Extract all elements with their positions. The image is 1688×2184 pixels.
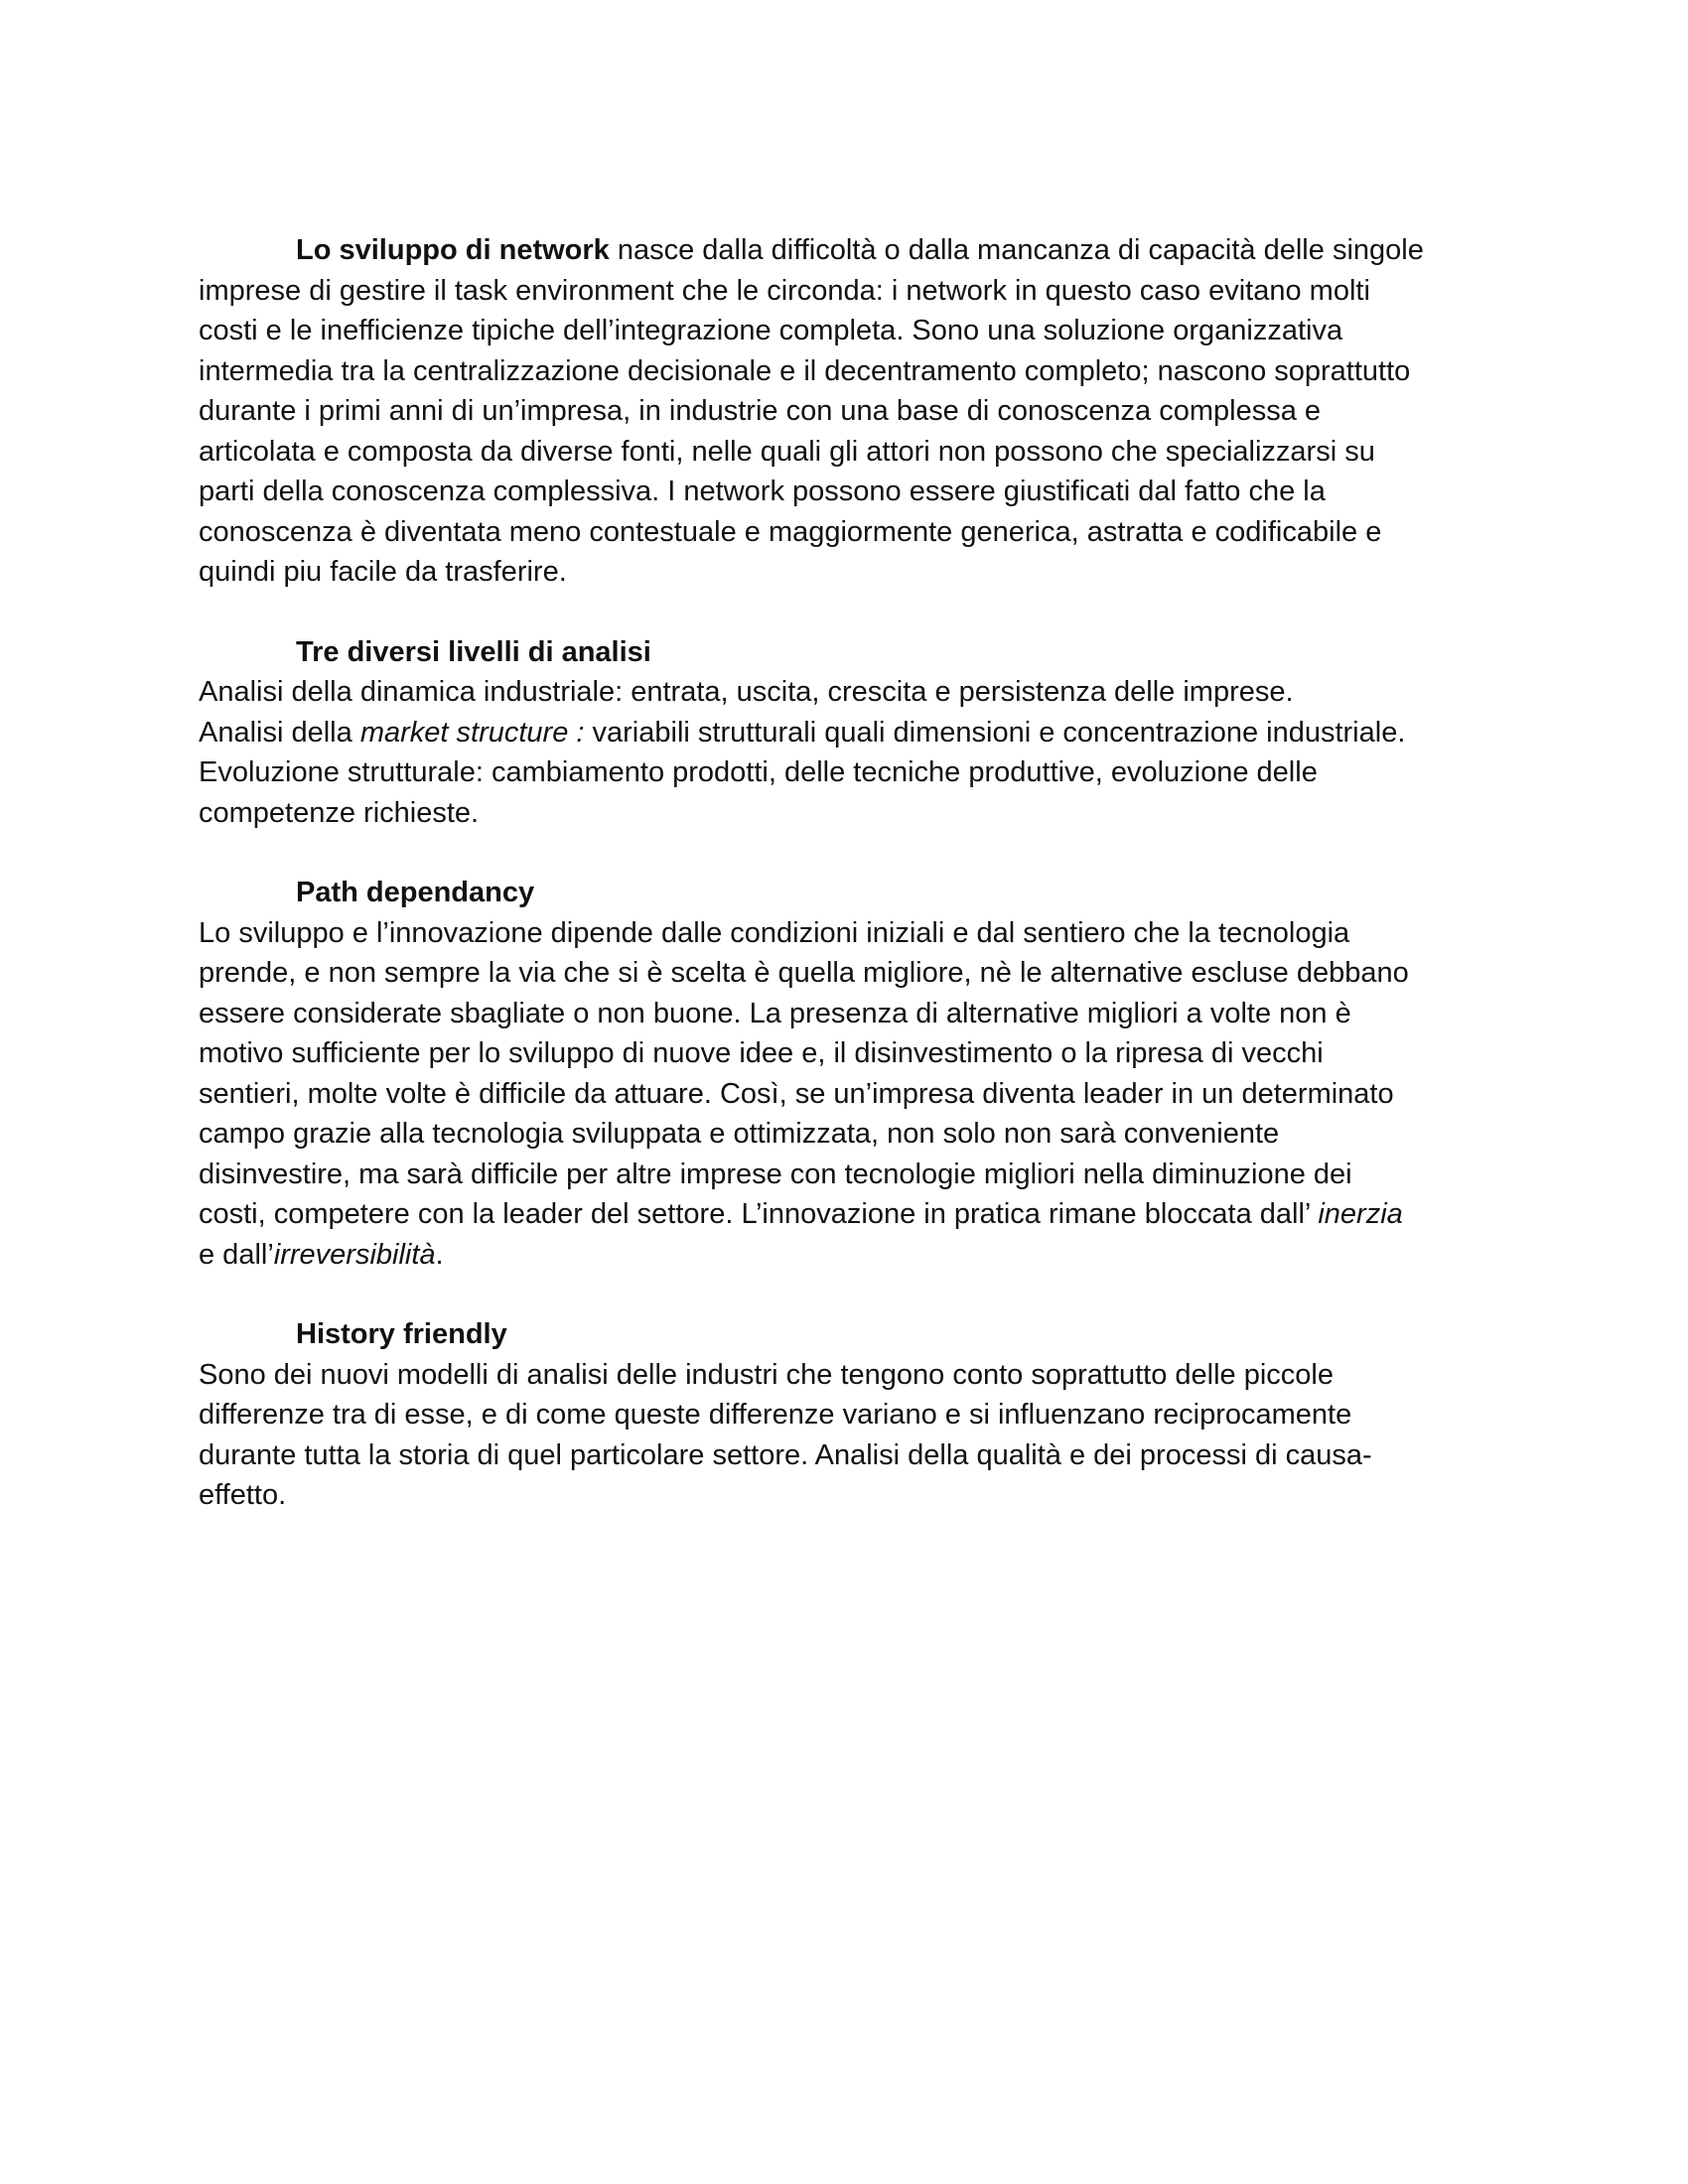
paragraph-line: durante i primi anni di un’impresa, in industrie con una base di conoscenza complessa e xyxy=(199,395,1322,427)
section-heading: History friendly xyxy=(296,1318,507,1350)
paragraph-line: conoscenza è diventata meno contestuale e maggiormente generica, astratta e codificabile e xyxy=(199,515,1382,548)
paragraph-line: Analisi della dinamica industriale: entrata, uscita, crescita e persistenza delle imprese. xyxy=(199,676,1294,708)
italic-term: irreversibilità xyxy=(273,1238,436,1271)
paragraph-line: differenze tra di esse, e di come queste differenze variano e si influenzano reciprocamente xyxy=(199,1399,1352,1431)
paragraph-line: intermedia tra la centralizzazione decisionale e il decentramento completo; nascono soprattutto xyxy=(199,354,1411,387)
paragraph-line xyxy=(199,713,1489,753)
italic-term: market structure : xyxy=(359,716,585,749)
paragraph-line: costi e le inefficienze tipiche dell’integrazione completa. Sono una soluzione organizzativa xyxy=(199,315,1343,346)
document-page xyxy=(199,230,1489,1516)
paragraph-line: quindi piu facile da trasferire. xyxy=(199,556,567,588)
paragraph-line-text: costi, competere con la leader del settore. L’innovazione in pratica rimane bloccata dall’ xyxy=(199,1198,1319,1230)
paragraph-line: campo grazie alla tecnologia sviluppata e ottimizzata, non solo non sarà conveniente xyxy=(199,1118,1280,1150)
paragraph-line xyxy=(199,230,1489,271)
paragraph-line-text: e dall’ xyxy=(199,1238,274,1271)
paragraph-gap xyxy=(199,1275,1489,1314)
paragraph-line: durante tutta la storia di quel particolare settore. Analisi della qualità e dei processi di causa- xyxy=(199,1438,1372,1471)
italic-term: inerzia xyxy=(1318,1198,1403,1230)
paragraph-line-text: Analisi della xyxy=(199,716,360,749)
paragraph-line: prende, e non sempre la via che si è scelta è quella migliore, nè le alternative escluse debbano xyxy=(199,957,1409,989)
paragraph-line: disinvestire, ma sarà difficile per altre imprese con tecnologie migliori nella diminuzione dei xyxy=(199,1158,1352,1190)
paragraph-gap xyxy=(199,833,1489,873)
paragraph-line: articolata e composta da diverse fonti, nelle quali gli attori non possono che specializzarsi su xyxy=(199,435,1375,468)
paragraph-line xyxy=(199,1194,1489,1235)
section-heading: Tre diversi livelli di analisi xyxy=(296,635,651,668)
paragraph-lead-bold: Lo sviluppo di network xyxy=(296,234,610,266)
paragraph-line: Sono dei nuovi modelli di analisi delle industri che tengono conto soprattutto delle piccole xyxy=(199,1358,1335,1391)
paragraph-gap xyxy=(199,593,1489,632)
paragraph-line-text: nasce dalla difficoltà o dalla mancanza di capacità delle singole xyxy=(609,234,1424,266)
paragraph-line: competenze richieste. xyxy=(199,796,480,829)
history-friendly-section xyxy=(199,1314,1489,1516)
paragraph-line-text: . xyxy=(435,1238,444,1271)
network-paragraph xyxy=(199,230,1489,593)
paragraph-line: parti della conoscenza complessiva. I network possono essere giustificati dal fatto che la xyxy=(199,476,1326,507)
paragraph-line: Lo sviluppo e l’innovazione dipende dalle condizioni iniziali e dal sentiero che la tecnologia xyxy=(199,916,1350,949)
paragraph-line: Evoluzione strutturale: cambiamento prodotti, delle tecniche produttive, evoluzione delle xyxy=(199,756,1318,788)
levels-section xyxy=(199,632,1489,834)
paragraph-line: sentieri, molte volte è difficile da attuare. Così, se un’impresa diventa leader in un determinato xyxy=(199,1077,1394,1110)
paragraph-line: effetto. xyxy=(199,1479,287,1511)
paragraph-line xyxy=(199,1235,1489,1276)
section-heading: Path dependancy xyxy=(296,877,535,908)
path-dependancy-section xyxy=(199,873,1489,1275)
paragraph-line: essere considerate sbagliate o non buone. La presenza di alternative migliori a volte non è xyxy=(199,997,1351,1029)
paragraph-line: imprese di gestire il task environment che le circonda: i network in questo caso evitano molti xyxy=(199,274,1370,307)
paragraph-line-text: variabili strutturali quali dimensioni e concentrazione industriale. xyxy=(584,716,1406,749)
paragraph-line: motivo sufficiente per lo sviluppo di nuove idee e, il disinvestimento o la ripresa di vecchi xyxy=(199,1037,1324,1069)
